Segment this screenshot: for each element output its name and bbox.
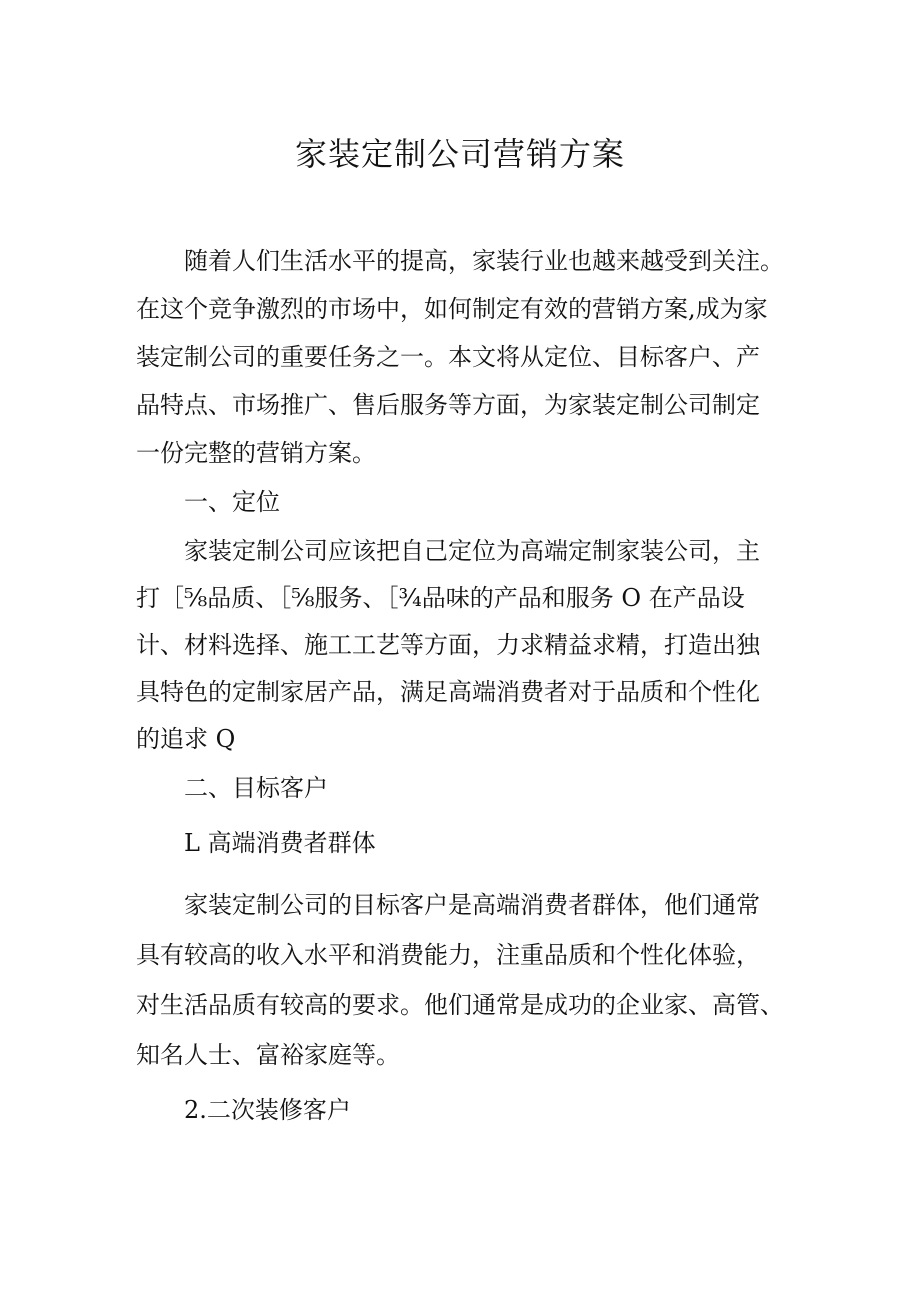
- section-heading-target-customers: 二、目标客户: [184, 774, 328, 802]
- positioning-line: 具特色的定制家居产品，满足高端消费者对于品质和个性化: [136, 678, 760, 706]
- target-line: 家装定制公司的目标客户是高端消费者群体，他们通常: [184, 891, 760, 919]
- target-line: 对生活品质有较高的要求。他们通常是成功的企业家、高管、: [136, 991, 784, 1019]
- target-line: 具有较高的收入水平和消费能力，注重品质和个性化体验，: [136, 941, 760, 969]
- positioning-line: 打［⅝品质、［⅝服务、［¾品味的产品和服务 O 在产品设: [136, 584, 745, 612]
- intro-line: 装定制公司的重要任务之一。本文将从定位、目标客户、产: [136, 343, 760, 371]
- target-line: 知名人士、富裕家庭等。: [136, 1041, 400, 1069]
- intro-line: 一份完整的营销方案。: [136, 439, 376, 467]
- positioning-line: 家装定制公司应该把自己定位为高端定制家装公司，主: [184, 537, 760, 565]
- document-title: 家装定制公司营销方案: [294, 135, 625, 173]
- intro-line: 在这个竞争激烈的市场中，如何制定有效的营销方案,成为家: [136, 295, 768, 323]
- section-heading-positioning: 一、定位: [184, 488, 280, 516]
- positioning-line: 计、材料选择、施工工艺等方面，力求精益求精，打造出独: [136, 631, 760, 659]
- intro-line: 品特点、市场推广、售后服务等方面，为家装定制公司制定: [136, 391, 760, 419]
- subsection-heading-renovation: 2.二次装修客户: [184, 1096, 351, 1124]
- positioning-line: 的追求 Q: [136, 725, 236, 753]
- intro-line: 随着人们生活水平的提高，家装行业也越来越受到关注。: [184, 247, 784, 275]
- subsection-heading-high-end: L 高端消费者群体: [184, 829, 376, 857]
